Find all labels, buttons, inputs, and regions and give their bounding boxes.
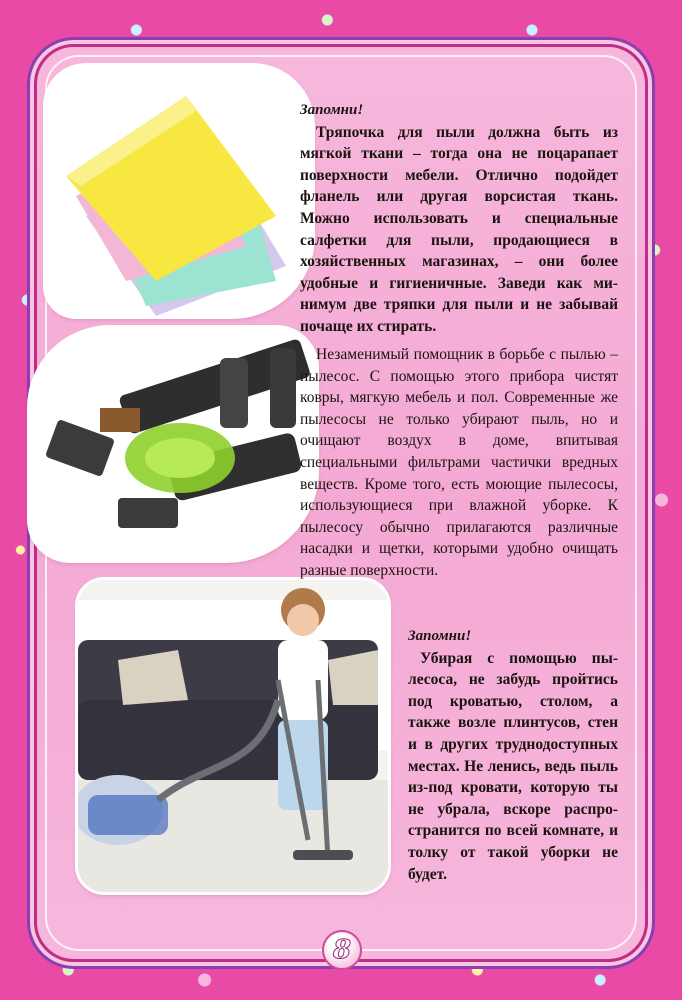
section1-text [300, 100, 618, 338]
section3-body: Убирая с помощью пылесоса, не забудь пройтись под кроватью, столом, а также возле плинтусов, стен и в других труднодоступных местах. Не ленись, ведь пыль из-под кровати, которую ты не убрала, вскоре распространится по всей комнате, и толку от такой уборки не будет. [408, 649, 618, 883]
page-number: 8 [322, 930, 362, 970]
yellow-dust-cloth-image [46, 66, 312, 316]
section3-text [408, 626, 618, 885]
vacuum-nozzles-image [30, 328, 316, 560]
section2-text [300, 344, 618, 582]
section2-body: Незаменимый помощник в борьбе с пылью – пылесос. С помощью этого прибора чистят ковры, мягкую мебель и пол. Современные же пылесосы не только убирают пыль, но и очищают воздух в доме, впитывая специальными фильтрами частички вредных веществ. Кроме того, есть моющие пылесосы, использующиеся при влажной уборке. К пылесосу обычно прилагаются различные насадки и щетки, которыми удобно очищать разные поверхности. [300, 346, 618, 579]
girl-vacuuming-image [78, 580, 388, 892]
section1-body: Тряпочка для пыли должна быть из мягкой ткани – тогда она не поцарапает поверхности мебели. Отлично подойдет фланель или другая ворсистая ткань. Можно использовать и специальные салфетки для пыли, продающиеся в хозяйственных магазинах, – они более удобные и гигиеничные. Заведи как минимум две тряпки для пыли и не забывай почаще их стирать. [300, 123, 618, 335]
section1-heading: Запомни! [300, 102, 364, 118]
section3-heading: Запомни! [408, 628, 472, 644]
